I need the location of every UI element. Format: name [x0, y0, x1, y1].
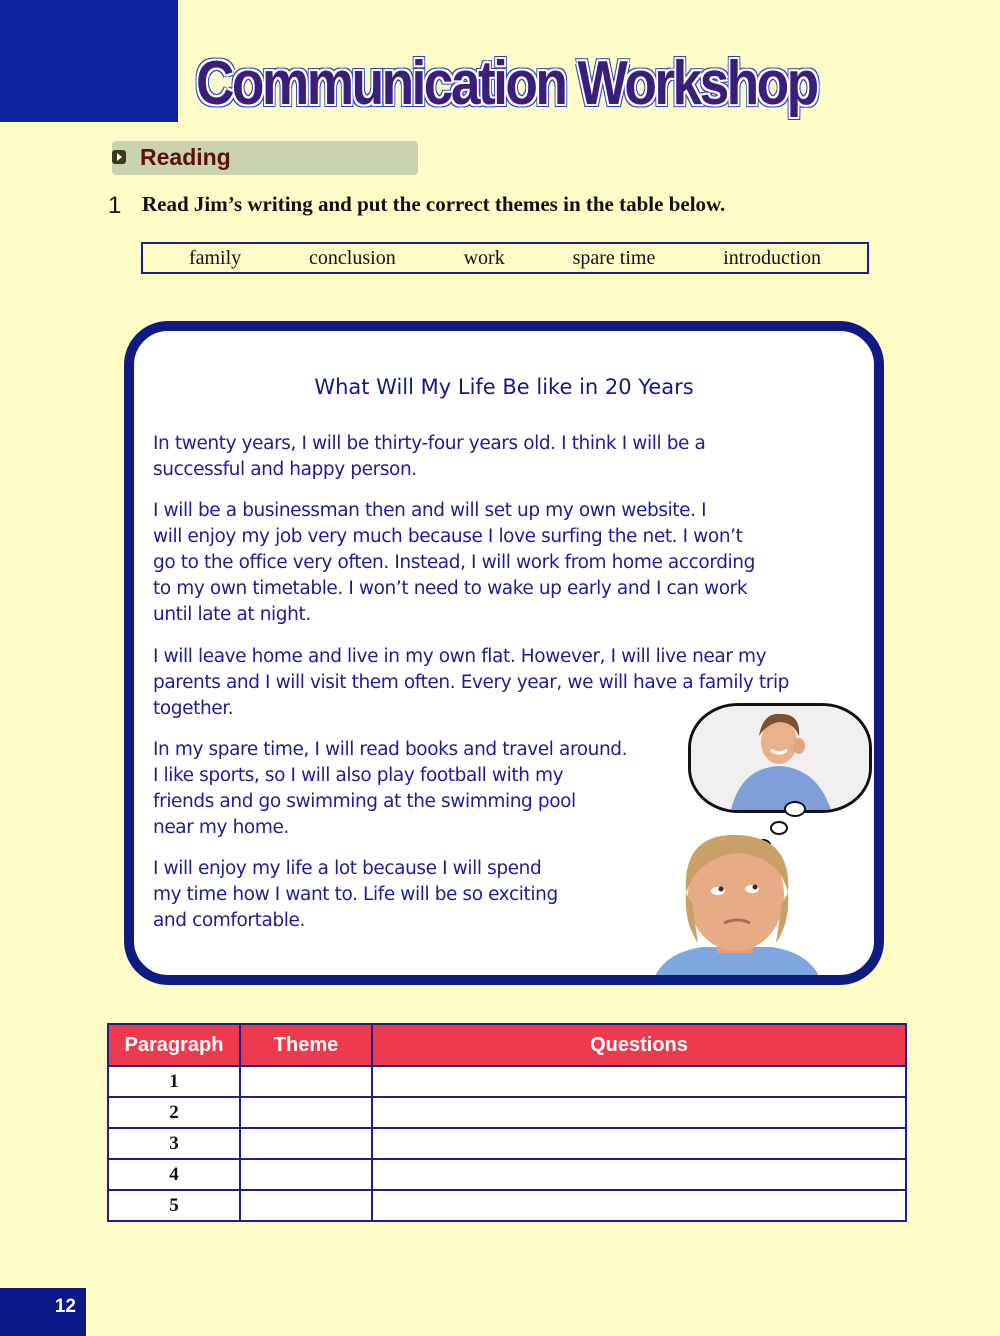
- questions-cell[interactable]: [372, 1128, 906, 1159]
- story-paragraph-1: [153, 431, 705, 483]
- story-line: friends and go swimming at the swimming pool: [153, 791, 576, 812]
- corner-color-block: [0, 0, 178, 122]
- story-line: In my spare time, I will read books and travel around.: [153, 739, 628, 760]
- story-line: go to the office very often. Instead, I will work from home according: [153, 552, 755, 573]
- page-number-block: [0, 1288, 86, 1336]
- theme-cell[interactable]: [240, 1159, 372, 1190]
- story-line: my time how I want to. Life will be so exciting: [153, 884, 558, 905]
- paragraph-number-cell: 2: [108, 1097, 240, 1128]
- paragraph-number-cell: 4: [108, 1159, 240, 1190]
- story-line: near my home.: [153, 817, 289, 838]
- questions-cell[interactable]: [372, 1097, 906, 1128]
- story-line: In twenty years, I will be thirty-four years old. I think I will be a: [153, 433, 706, 454]
- column-header-theme: Theme: [240, 1024, 372, 1066]
- story-paragraph-3: [153, 644, 789, 722]
- table-header-row: [108, 1024, 906, 1066]
- boy-thinking-illustration: [642, 823, 832, 983]
- paragraph-number-cell: 3: [108, 1128, 240, 1159]
- adult-on-phone-illustration: [691, 706, 869, 810]
- story-paragraph-5: [153, 856, 558, 934]
- theme-cell[interactable]: [240, 1128, 372, 1159]
- story-line: will enjoy my job very much because I love surfing the net. I won’t: [153, 526, 743, 547]
- question-instruction: Read Jim’s writing and put the correct themes in the table below.: [142, 192, 726, 216]
- theme-cell[interactable]: [240, 1097, 372, 1128]
- story-line: I will leave home and live in my own flat. However, I will live near my: [153, 646, 767, 667]
- questions-cell[interactable]: [372, 1159, 906, 1190]
- table-row: [108, 1128, 906, 1159]
- page-number: 12: [54, 1296, 76, 1317]
- play-arrow-icon: [112, 150, 126, 164]
- table-row: [108, 1159, 906, 1190]
- page-title: Communication Workshop: [196, 49, 817, 118]
- column-header-questions: Questions: [372, 1024, 906, 1066]
- thought-cloud-image: [688, 703, 872, 813]
- story-line: I will enjoy my life a lot because I will spend: [153, 858, 542, 879]
- word-bank-item: work: [463, 246, 505, 269]
- word-bank-item: family: [188, 246, 242, 269]
- story-line: parents and I will visit them often. Every year, we will have a family trip: [153, 672, 790, 693]
- story-box: [124, 321, 884, 985]
- story-paragraph-2: [153, 498, 755, 628]
- section-label: Reading: [140, 144, 231, 170]
- table-row: [108, 1066, 906, 1097]
- theme-cell[interactable]: [240, 1066, 372, 1097]
- story-line: until late at night.: [153, 604, 311, 625]
- themes-table: [107, 1023, 907, 1222]
- paragraph-number-cell: 5: [108, 1190, 240, 1221]
- story-line: together.: [153, 698, 234, 719]
- question-number: 1: [108, 192, 122, 219]
- story-title: What Will My Life Be like in 20 Years: [314, 375, 694, 399]
- theme-cell[interactable]: [240, 1190, 372, 1221]
- story-line: and comfortable.: [153, 910, 305, 931]
- word-bank-item: introduction: [723, 246, 821, 269]
- word-bank-item: conclusion: [309, 246, 396, 269]
- paragraph-number-cell: 1: [108, 1066, 240, 1097]
- story-line: to my own timetable. I won’t need to wake up early and I can work: [153, 578, 748, 599]
- story-line: successful and happy person.: [153, 459, 417, 480]
- word-bank-item: spare time: [572, 246, 656, 269]
- story-line: I will be a businessman then and will set up my own website. I: [153, 500, 707, 521]
- thought-bubble-dot: [784, 801, 806, 817]
- questions-cell[interactable]: [372, 1190, 906, 1221]
- questions-cell[interactable]: [372, 1066, 906, 1097]
- table-row: [108, 1097, 906, 1128]
- word-bank: [141, 242, 869, 274]
- column-header-paragraph: Paragraph: [108, 1024, 240, 1066]
- story-paragraph-4: [153, 737, 627, 841]
- story-line: I like sports, so I will also play football with my: [153, 765, 564, 786]
- table-row: [108, 1190, 906, 1221]
